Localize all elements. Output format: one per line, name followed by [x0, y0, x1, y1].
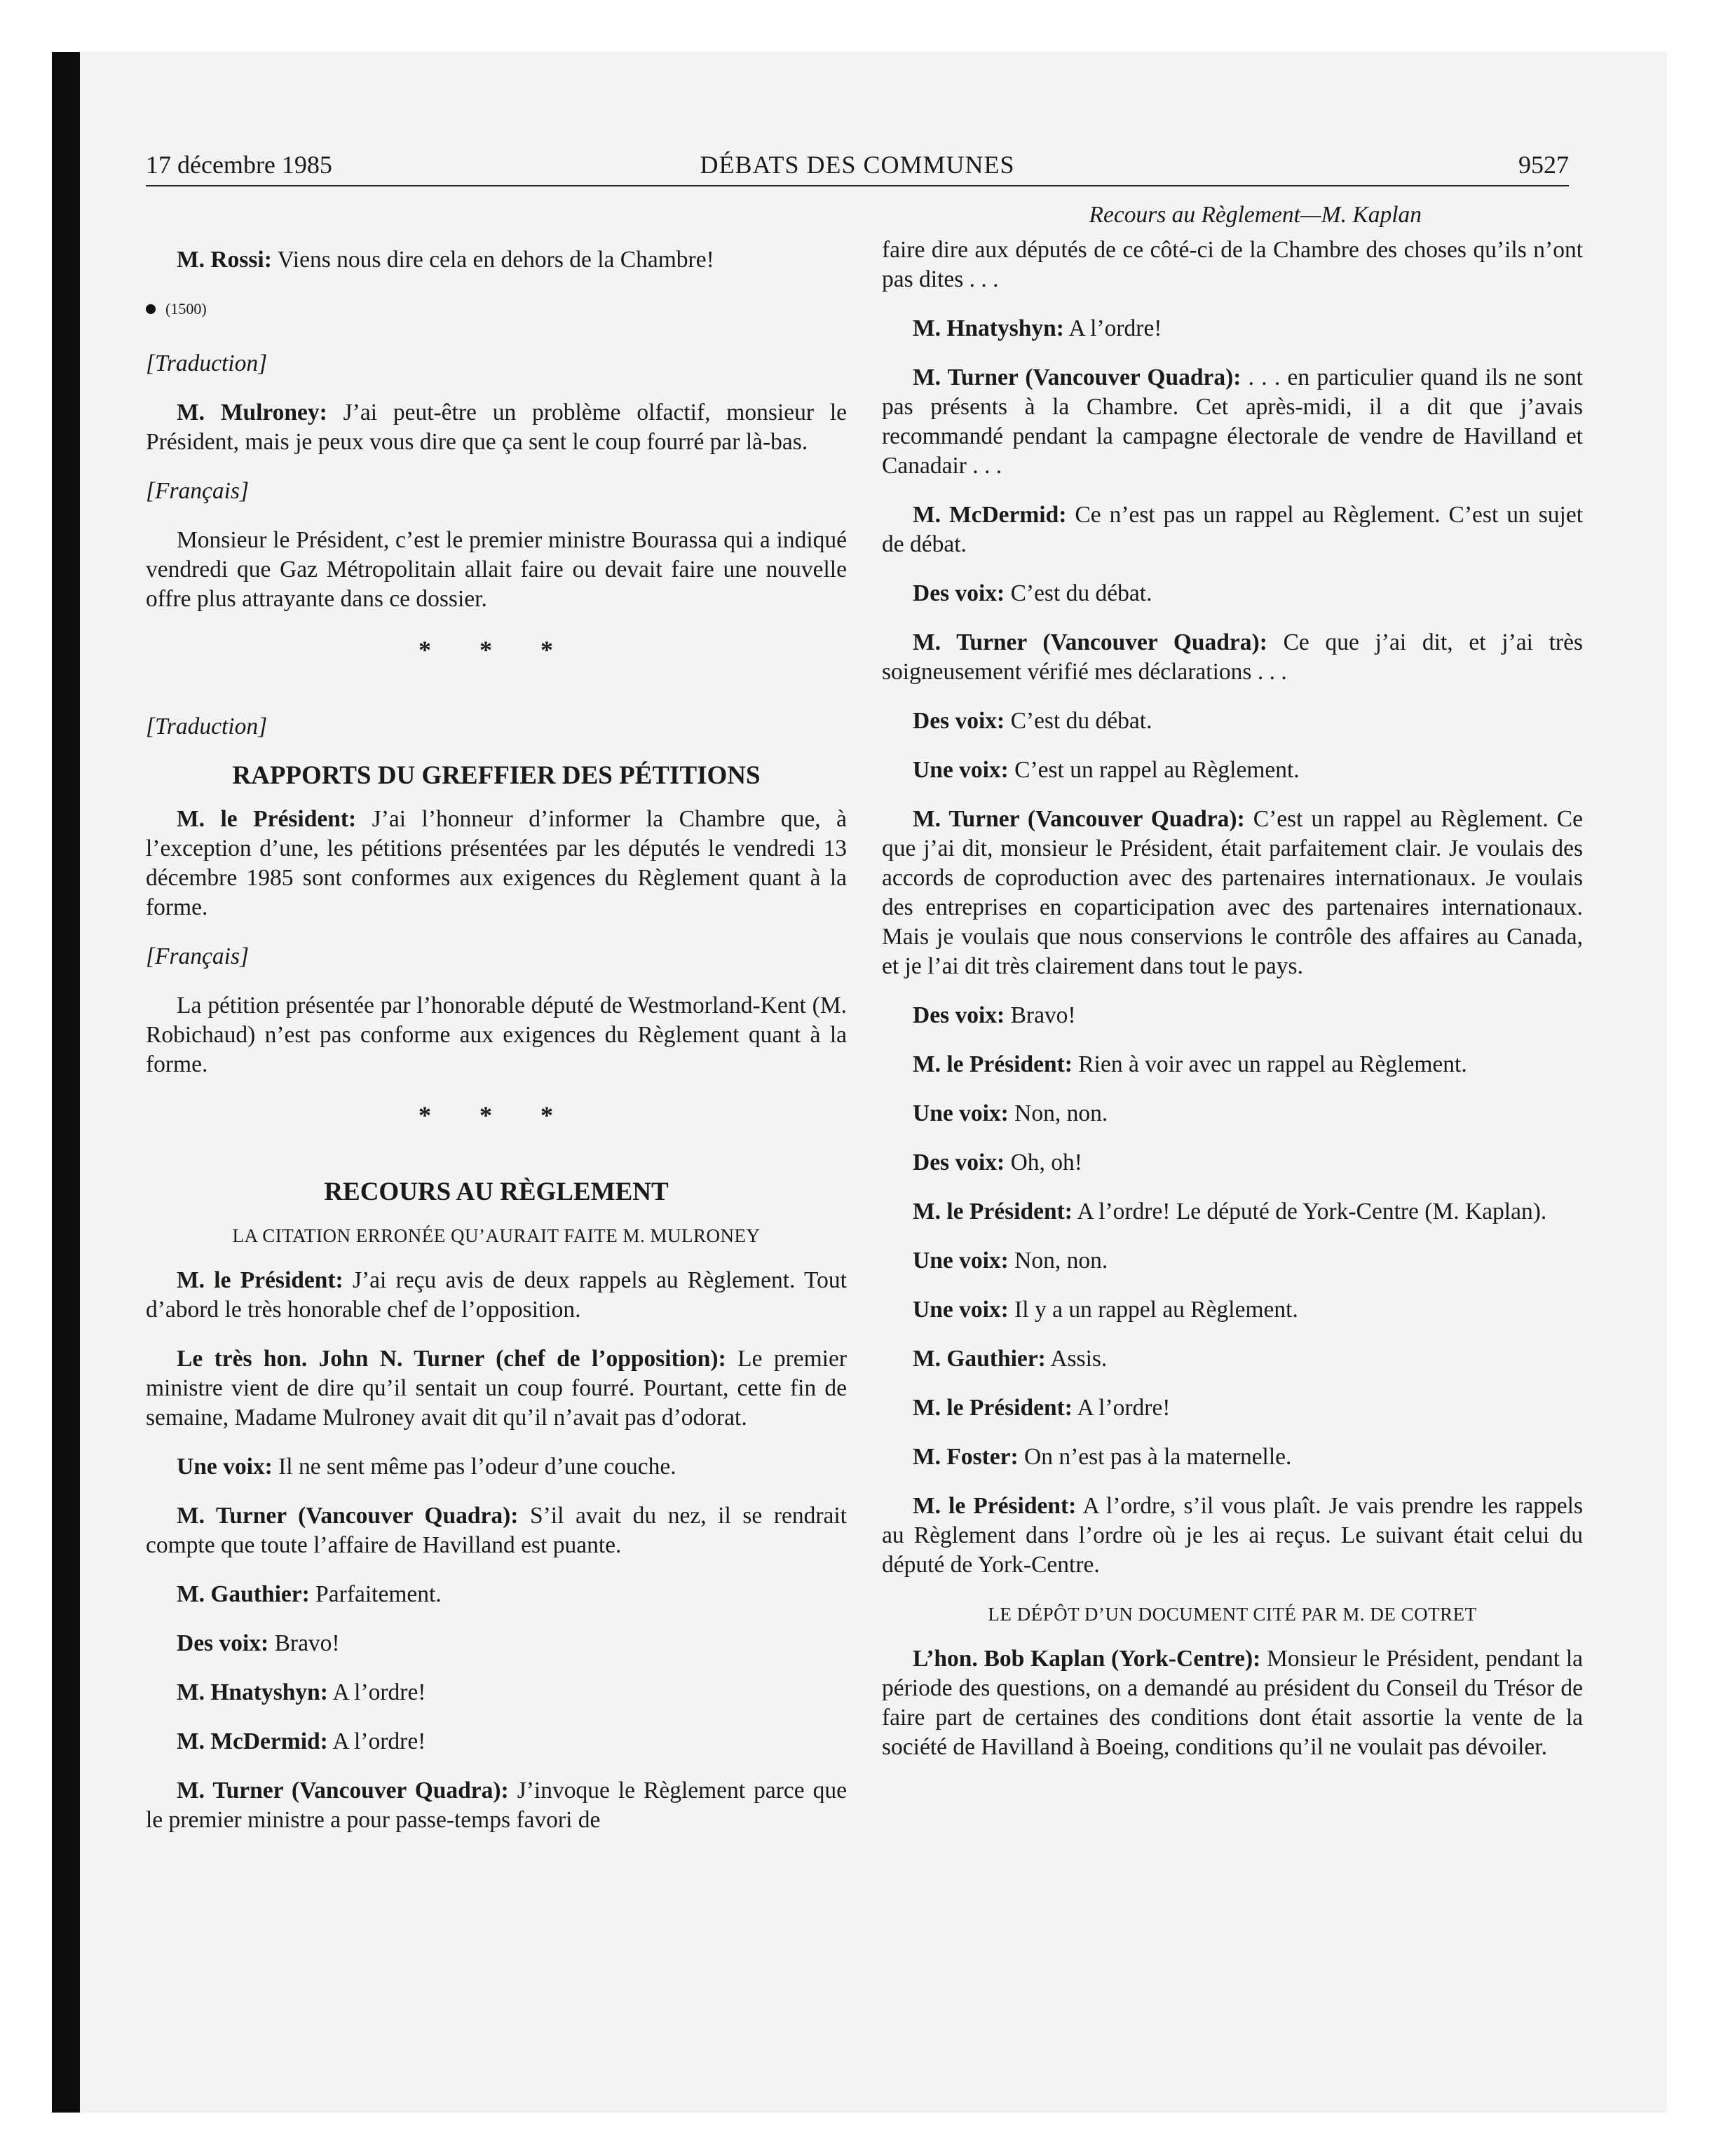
speaker: M. Gauthier: — [177, 1581, 310, 1607]
speech-text: A l’ordre! — [1063, 315, 1162, 341]
speaker: Des voix: — [177, 1630, 269, 1656]
subsection-heading: LA CITATION ERRONÉE QU’AURAIT FAITE M. MULRONEY — [232, 1225, 761, 1246]
page-number: 9527 — [1518, 151, 1569, 179]
section-separator: * * * — [419, 636, 574, 664]
speech-text: Bravo! — [268, 1630, 340, 1656]
speaker: M. le Président: — [913, 1493, 1077, 1519]
paragraph — [146, 245, 847, 275]
header-date: 17 décembre 1985 — [146, 151, 332, 179]
paragraph — [882, 314, 1583, 343]
speaker: Une voix: — [177, 1454, 273, 1480]
language-tag: [Traduction] — [146, 714, 268, 739]
speaker: M. McDermid: — [177, 1728, 328, 1754]
speech-text: Non, non. — [1008, 1248, 1108, 1274]
speech-text: J’ai reçu avis de deux rappels au Règlement. Tout d’abord le très honorable chef de l’opposition. — [146, 1267, 847, 1323]
speaker: Des voix: — [913, 1002, 1005, 1028]
speech-text: On n’est pas à la maternelle. — [1018, 1444, 1292, 1470]
paragraph — [882, 1099, 1583, 1128]
speech-text: S’il avait du nez, il se rendrait compte que toute l’affaire de Havilland est puante. — [146, 1503, 847, 1558]
speaker: M. Mulroney: — [177, 400, 327, 425]
speech-text: Viens nous dire cela en dehors de la Chambre! — [271, 247, 714, 273]
paragraph — [146, 1678, 847, 1707]
speaker: M. le Président: — [913, 1395, 1073, 1421]
speaker: Une voix: — [913, 1100, 1009, 1126]
language-tag: [Traduction] — [146, 350, 268, 376]
speech-text: A l’ordre! — [327, 1728, 426, 1754]
section-heading: RECOURS AU RÈGLEMENT — [324, 1178, 669, 1206]
paragraph — [146, 805, 847, 922]
speaker: M. le Président: — [913, 1199, 1073, 1224]
paragraph — [882, 1442, 1583, 1472]
paragraph — [146, 1266, 847, 1325]
speaker: Une voix: — [913, 1248, 1009, 1274]
paragraph — [146, 1344, 847, 1433]
speech-text: Le premier ministre vient de dire qu’il sentait un coup fourré. Pourtant, cette fin de semaine, Madame Mulroney avait dit qu’il n’avait pas d’odorat. — [146, 1346, 847, 1431]
document-page — [146, 147, 1584, 2096]
speaker: Une voix: — [913, 757, 1009, 783]
speech-text: Oh, oh! — [1005, 1149, 1082, 1175]
speech-text: C’est du débat. — [1005, 708, 1152, 734]
speaker: M. le Président: — [177, 1267, 343, 1293]
scan-binding-edge — [52, 52, 80, 2113]
running-head: Recours au Règlement—M. Kaplan — [1089, 202, 1422, 228]
speaker: Des voix: — [913, 1149, 1005, 1175]
paragraph — [882, 1001, 1583, 1030]
speech-text: . . . en particulier quand ils ne sont pas présents à la Chambre. Cet après-midi, il a dit que j’avais recommandé pendant la campagne électorale de vendre de Havilland et Canadair . . . — [882, 364, 1583, 479]
paragraph — [882, 805, 1583, 981]
paragraph — [146, 1629, 847, 1658]
paragraph — [146, 398, 847, 457]
paragraph — [146, 1727, 847, 1756]
speaker: Le très hon. John N. Turner (chef de l’opposition): — [177, 1346, 726, 1372]
language-tag: [Français] — [146, 478, 250, 504]
speech-text: J’invoque le Règlement parce que le premier ministre a pour passe-temps favori de — [146, 1778, 847, 1833]
speech-text: Il y a un rappel au Règlement. — [1008, 1297, 1298, 1323]
header-rule — [146, 185, 1569, 186]
speech-text: Assis. — [1045, 1346, 1108, 1372]
paragraph — [146, 1501, 847, 1560]
bullet-icon — [146, 304, 156, 314]
speaker: M. Rossi: — [177, 247, 272, 273]
speech-text: Parfaitement. — [309, 1581, 442, 1607]
language-tag: [Français] — [146, 943, 250, 969]
speaker: M. Hnatyshyn: — [913, 315, 1064, 341]
paragraph — [882, 707, 1583, 736]
time-marker — [146, 294, 847, 324]
speaker: M. Gauthier: — [913, 1346, 1046, 1372]
speech-text: Ce n’est pas un rappel au Règlement. C’est un sujet de débat. — [882, 502, 1583, 557]
speech-text: C’est un rappel au Règlement. — [1008, 757, 1300, 783]
speech-text: Il ne sent même pas l’odeur d’une couche. — [272, 1454, 676, 1480]
speaker: L’hon. Bob Kaplan (York-Centre): — [913, 1646, 1261, 1672]
paragraph — [882, 628, 1583, 687]
paragraph — [882, 363, 1583, 481]
section-heading: RAPPORTS DU GREFFIER DES PÉTITIONS — [232, 761, 761, 790]
speech-text: A l’ordre! — [327, 1679, 426, 1705]
paragraph: faire dire aux députés de ce côté-ci de la Chambre des choses qu’ils n’ont pas dites . . . — [882, 237, 1583, 292]
speech-text: Non, non. — [1008, 1100, 1108, 1126]
paragraph — [882, 1197, 1583, 1227]
speech-text: J’ai peut-être un problème olfactif, monsieur le Président, mais je peux vous dire que ça sent le coup fourré par là-bas. — [146, 400, 847, 455]
paragraph — [882, 1344, 1583, 1374]
time-stamp: (1500) — [165, 300, 207, 318]
paragraph — [882, 756, 1583, 785]
speaker: Une voix: — [913, 1297, 1009, 1323]
paragraph — [882, 1246, 1583, 1276]
section-separator: * * * — [419, 1101, 574, 1129]
paragraph — [882, 579, 1583, 608]
speaker: M. Turner (Vancouver Quadra): — [913, 806, 1245, 832]
speaker: M. Turner (Vancouver Quadra): — [913, 364, 1241, 390]
speech-text: Monsieur le Président, pendant la période des questions, on a demandé au président du Conseil du Trésor de faire part de certaines des conditions dont était assortie la vente de la société de Havilland à Boeing, conditions qu’il ne voulait pas dévoiler. — [882, 1646, 1584, 1760]
paragraph — [146, 1776, 847, 1835]
paragraph — [882, 1295, 1583, 1325]
speech-text: A l’ordre, s’il vous plaît. Je vais prendre les rappels au Règlement dans l’ordre où je les ai reçus. Le suivant était celui du député de York-Centre. — [882, 1493, 1583, 1578]
speech-text: Rien à voir avec un rappel au Règlement. — [1072, 1051, 1467, 1077]
speaker: M. McDermid: — [913, 502, 1067, 528]
speech-text: C’est du débat. — [1005, 580, 1152, 606]
paragraph — [882, 1393, 1583, 1423]
paragraph — [882, 1148, 1583, 1178]
paragraph — [882, 1050, 1583, 1079]
paragraph — [146, 1452, 847, 1482]
speech-text: Bravo! — [1005, 1002, 1076, 1028]
paragraph: La pétition présentée par l’honorable député de Westmorland-Kent (M. Robichaud) n’est pas conforme aux exigences du Règlement quant à la forme. — [146, 992, 847, 1077]
speaker: M. Foster: — [913, 1444, 1019, 1470]
paragraph — [882, 500, 1583, 559]
speaker: M. Turner (Vancouver Quadra): — [177, 1503, 519, 1529]
right-column — [882, 191, 1583, 1782]
speaker: M. Turner (Vancouver Quadra): — [913, 629, 1267, 655]
speaker: Des voix: — [913, 580, 1005, 606]
paragraph — [882, 1492, 1583, 1580]
header-title: DÉBATS DES COMMUNES — [700, 151, 1015, 179]
left-column — [146, 245, 847, 1855]
speaker: M. Hnatyshyn: — [177, 1679, 328, 1705]
speaker: M. le Président: — [177, 806, 357, 832]
page-header — [146, 147, 1569, 182]
speech-text: A l’ordre! Le député de York-Centre (M. Kaplan). — [1072, 1199, 1547, 1224]
paragraph: Monsieur le Président, c’est le premier ministre Bourassa qui a indiqué vendredi que Gaz Métropolitain allait faire ou devait faire une nouvelle offre plus attrayante dans ce dossier. — [146, 527, 847, 612]
speaker: M. le Président: — [913, 1051, 1073, 1077]
speech-text: A l’ordre! — [1072, 1395, 1171, 1421]
speech-text: C’est un rappel au Règlement. Ce que j’ai dit, monsieur le Président, était parfaitement clair. Je voulais des accords de coproduction avec des partenaires internationaux. Je voulais des entreprises en coparticipation avec des partenaires internationaux. Mais je voulais que nous conservions le contrôle des affaires au Canada, et je l’ai dit très clairement dans tout le pays. — [882, 806, 1583, 979]
subsection-heading: LE DÉPÔT D’UN DOCUMENT CITÉ PAR M. DE COTRET — [988, 1604, 1477, 1625]
speech-text: Ce que j’ai dit, et j’ai très soigneusement vérifié mes déclarations . . . — [882, 629, 1583, 685]
speaker: Des voix: — [913, 708, 1005, 734]
paragraph — [882, 1644, 1583, 1762]
speech-text: J’ai l’honneur d’informer la Chambre que, à l’exception d’une, les pétitions présentées par les députés le vendredi 13 décembre 1985 sont conformes aux exigences du Règlement quant à la forme. — [146, 806, 847, 920]
paragraph — [146, 1580, 847, 1609]
speaker: M. Turner (Vancouver Quadra): — [177, 1778, 509, 1803]
